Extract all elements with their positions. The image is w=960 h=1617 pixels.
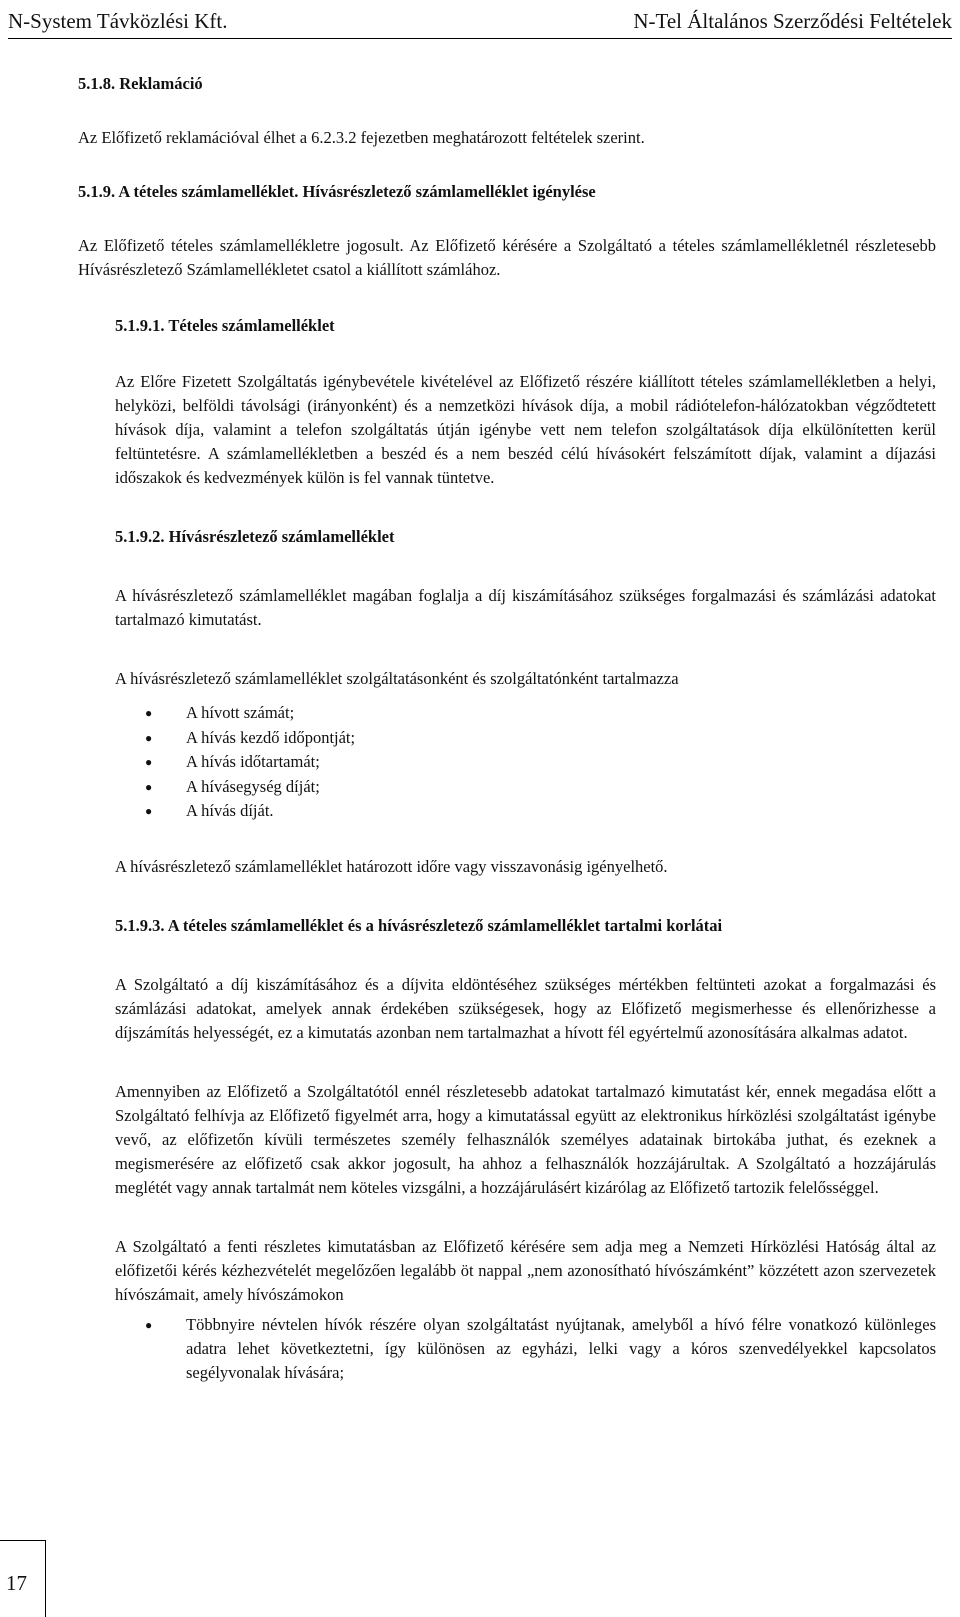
document-body	[78, 68, 936, 1385]
header-company: N-System Távközlési Kft.	[8, 8, 228, 33]
paragraph-korlatok-1: A Szolgáltató a díj kiszámításához és a díjvita eldöntéséhez szükséges mértékben feltünteti azokat a forgalmazási és számlázási adatokat, amelyek annak érdekében szükségesek, hogy az Előfizető megismerhesse és ellenőrizhesse a díjszámítás helyességét, ez a kimutatás azonban nem tartalmazhat a hívott fél egyértelmű azonosítására alkalmas adatot.	[115, 974, 936, 1042]
list-item: ● A hívott számát;	[115, 701, 936, 726]
paragraph-korlatok-2: Amennyiben az Előfizető a Szolgáltatótól ennél részletesebb adatokat tartalmazó kimutatást kér, ennek megadása előtt a Szolgáltató felhívja az Előfizető figyelmét arra, hogy a kimutatással együtt az elektronikus hírközlési szolgáltatást igénybe vevő, az előfizetőn kívüli természetes személy felhasználók személyes adatainak birtokába juthat, és ezeknek a megismerésére az előfizető csak akkor jogosult, ha ahhoz a felhasználók hozzájárultak. A Szolgáltató a hozzájárulás meglétét vagy annak tartalmát nem köteles vizsgálni, a hozzájárulásért kizárólag az Előfizető tartozik felelősséggel.	[115, 1081, 936, 1197]
section-heading-5-1-9-3: 5.1.9.3. A tételes számlamelléklet és a hívásrészletező számlamelléklet tartalmi korlátai	[115, 915, 723, 935]
list-item: ● Többnyire névtelen hívók részére olyan szolgáltatást nyújtanak, amelyből a hívó félre vonatkozó különleges adatra lehet következtetni, így különösen az egyházi, lelki vagy a kóros szenvedélyekkel kapcsolatos segélyvonalak hívására;	[115, 1313, 936, 1385]
list-item: ● A hívás időtartamát;	[115, 750, 936, 775]
paragraph-korlatok-3: A Szolgáltató a fenti részletes kimutatásban az Előfizető kérésére sem adja meg a Nemzeti Hírközlési Hatóság által az előfizetői kérés kézhezvételét megelőzően legalább öt nappal „nem azonosítható hívószámként” közzétett azon szervezetek hívószámait, amely hívószámokon	[115, 1236, 936, 1304]
list-item: ● A hívás kezdő időpontját;	[115, 726, 936, 751]
paragraph-reklamacio: Az Előfizető reklamációval élhet a 6.2.3.2 fejezetben meghatározott feltételek szerint.	[78, 128, 645, 147]
section-heading-5-1-9: 5.1.9. A tételes számlamelléklet. Hívásrészletező számlamelléklet igénylése	[78, 182, 596, 201]
call-detail-list	[115, 701, 936, 824]
hidden-numbers-list	[115, 1313, 936, 1385]
section-heading-5-1-9-2: 5.1.9.2. Hívásrészletező számlamelléklet	[115, 527, 395, 546]
list-item: ● A hívás díját.	[115, 799, 936, 824]
header-document-title: N-Tel Általános Szerződési Feltételek	[633, 8, 952, 33]
section-heading-5-1-8: 5.1.8. Reklamáció	[78, 74, 203, 93]
paragraph-hivasreszletezo-2: A hívásrészletező számlamelléklet szolgáltatásonként és szolgáltatónként tartalmazza	[115, 669, 679, 688]
list-item: ● A hívásegység díját;	[115, 775, 936, 800]
paragraph-hivasreszletezo-1: A hívásrészletező számlamelléklet magában foglalja a díj kiszámításához szükséges forgalmazási és számlázási adatokat tartalmazó kimutatást.	[115, 586, 936, 629]
paragraph-teteles: Az Előre Fizetett Szolgáltatás igénybevétele kivételével az Előfizető részére kiállított tételes számlamellékletben a helyi, helyközi, belföldi távolsági (irányonként) és a nemzetközi hívások díja, a mobil rádiótelefon-hálózatokban végződtetett hívások díja, valamint a telefon szolgáltatás útján igénybe vett nem telefon szolgáltatások díja elkülönítetten kerül feltüntetésre. A számlamellékletben a beszéd és a nem beszéd célú hívásokért felszámított díjak, valamint a díjazási időszakok és kedvezmények külön is fel vannak tüntetve.	[115, 372, 936, 487]
section-heading-5-1-9-1: 5.1.9.1. Tételes számlamelléklet	[115, 316, 335, 335]
paragraph-szamlamelleklet: Az Előfizető tételes számlamellékletre jogosult. Az Előfizető kérésére a Szolgáltató a tételes számlamellékletnél részletesebb Hívásrészletező Számlamellékletet csatol a kiállított számlához.	[78, 236, 936, 279]
page-number: 17	[0, 1540, 46, 1617]
paragraph-hivasreszletezo-3: A hívásrészletező számlamelléklet határozott időre vagy visszavonásig igényelhető.	[115, 856, 668, 876]
page-header	[8, 4, 952, 39]
